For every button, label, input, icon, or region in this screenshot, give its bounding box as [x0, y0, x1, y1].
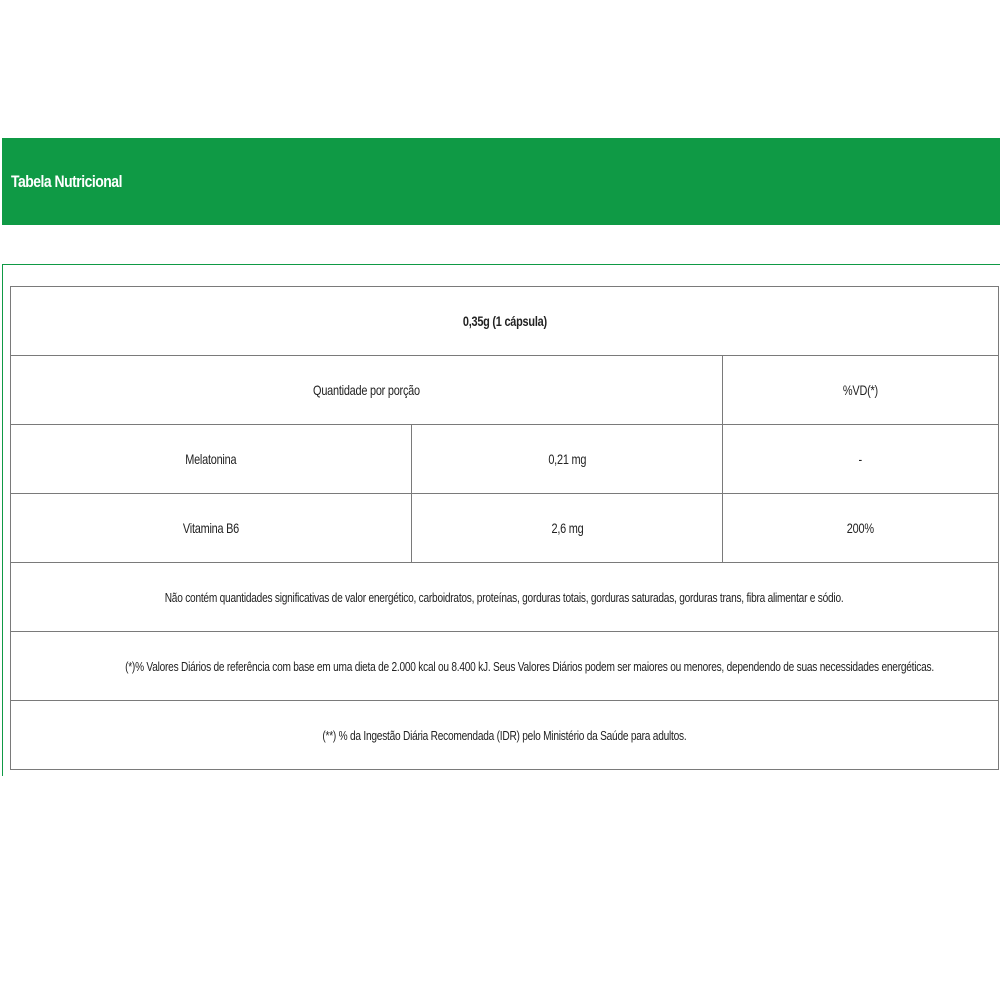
note-text: (*)% Valores Diários de referência com base em uma dieta de 2.000 kcal ou 8.400 kJ. Seus Valores Diários podem ser maiores ou menores, dependendo de suas necessidades energéticas.: [125, 659, 934, 674]
nutrient-vd-cell: [723, 494, 999, 563]
note-text: (**) % da Ingestão Diária Recomendada (IDR) pelo Ministério da Saúde para adultos.: [322, 728, 687, 743]
quantity-header: Quantidade por porção: [313, 382, 420, 398]
note-text: Não contém quantidades significativas de valor energético, carboidratos, proteínas, gorduras totais, gorduras saturadas, gorduras trans, fibra alimentar e sódio.: [165, 590, 844, 605]
nutrient-amount-cell: [412, 425, 723, 494]
serving-size: 0,35g (1 cápsula): [462, 313, 547, 329]
serving-row: [11, 287, 999, 356]
serving-cell: [11, 287, 999, 356]
nutrition-header-bar: [2, 138, 1000, 225]
table-row: [11, 494, 999, 563]
nutrient-name: Vitamina B6: [182, 520, 240, 536]
nutrient-name-cell: [11, 425, 412, 494]
nutrient-amount: 2,6 mg: [551, 520, 583, 536]
nutrient-vd-cell: [723, 425, 999, 494]
note-row: [11, 563, 999, 632]
table-row: [11, 425, 999, 494]
nutrient-amount: 0,21 mg: [548, 451, 586, 467]
nutrient-vd: -: [858, 451, 863, 467]
nutrient-amount-cell: [412, 494, 723, 563]
nutrient-name-cell: [11, 494, 412, 563]
note-cell: [11, 563, 999, 632]
vd-header: %VD(*): [843, 382, 879, 398]
nutrient-vd: 200%: [847, 520, 875, 536]
note-cell: [11, 701, 999, 770]
note-cell: [11, 632, 999, 701]
nutrient-name: Melatonina: [185, 451, 237, 467]
nutrition-table: [10, 286, 999, 770]
quantity-header-cell: [11, 356, 723, 425]
note-row: [11, 632, 999, 701]
nutrition-title: Tabela Nutricional: [11, 171, 122, 191]
note-row: [11, 701, 999, 770]
vd-header-cell: [723, 356, 999, 425]
table-header-row: [11, 356, 999, 425]
